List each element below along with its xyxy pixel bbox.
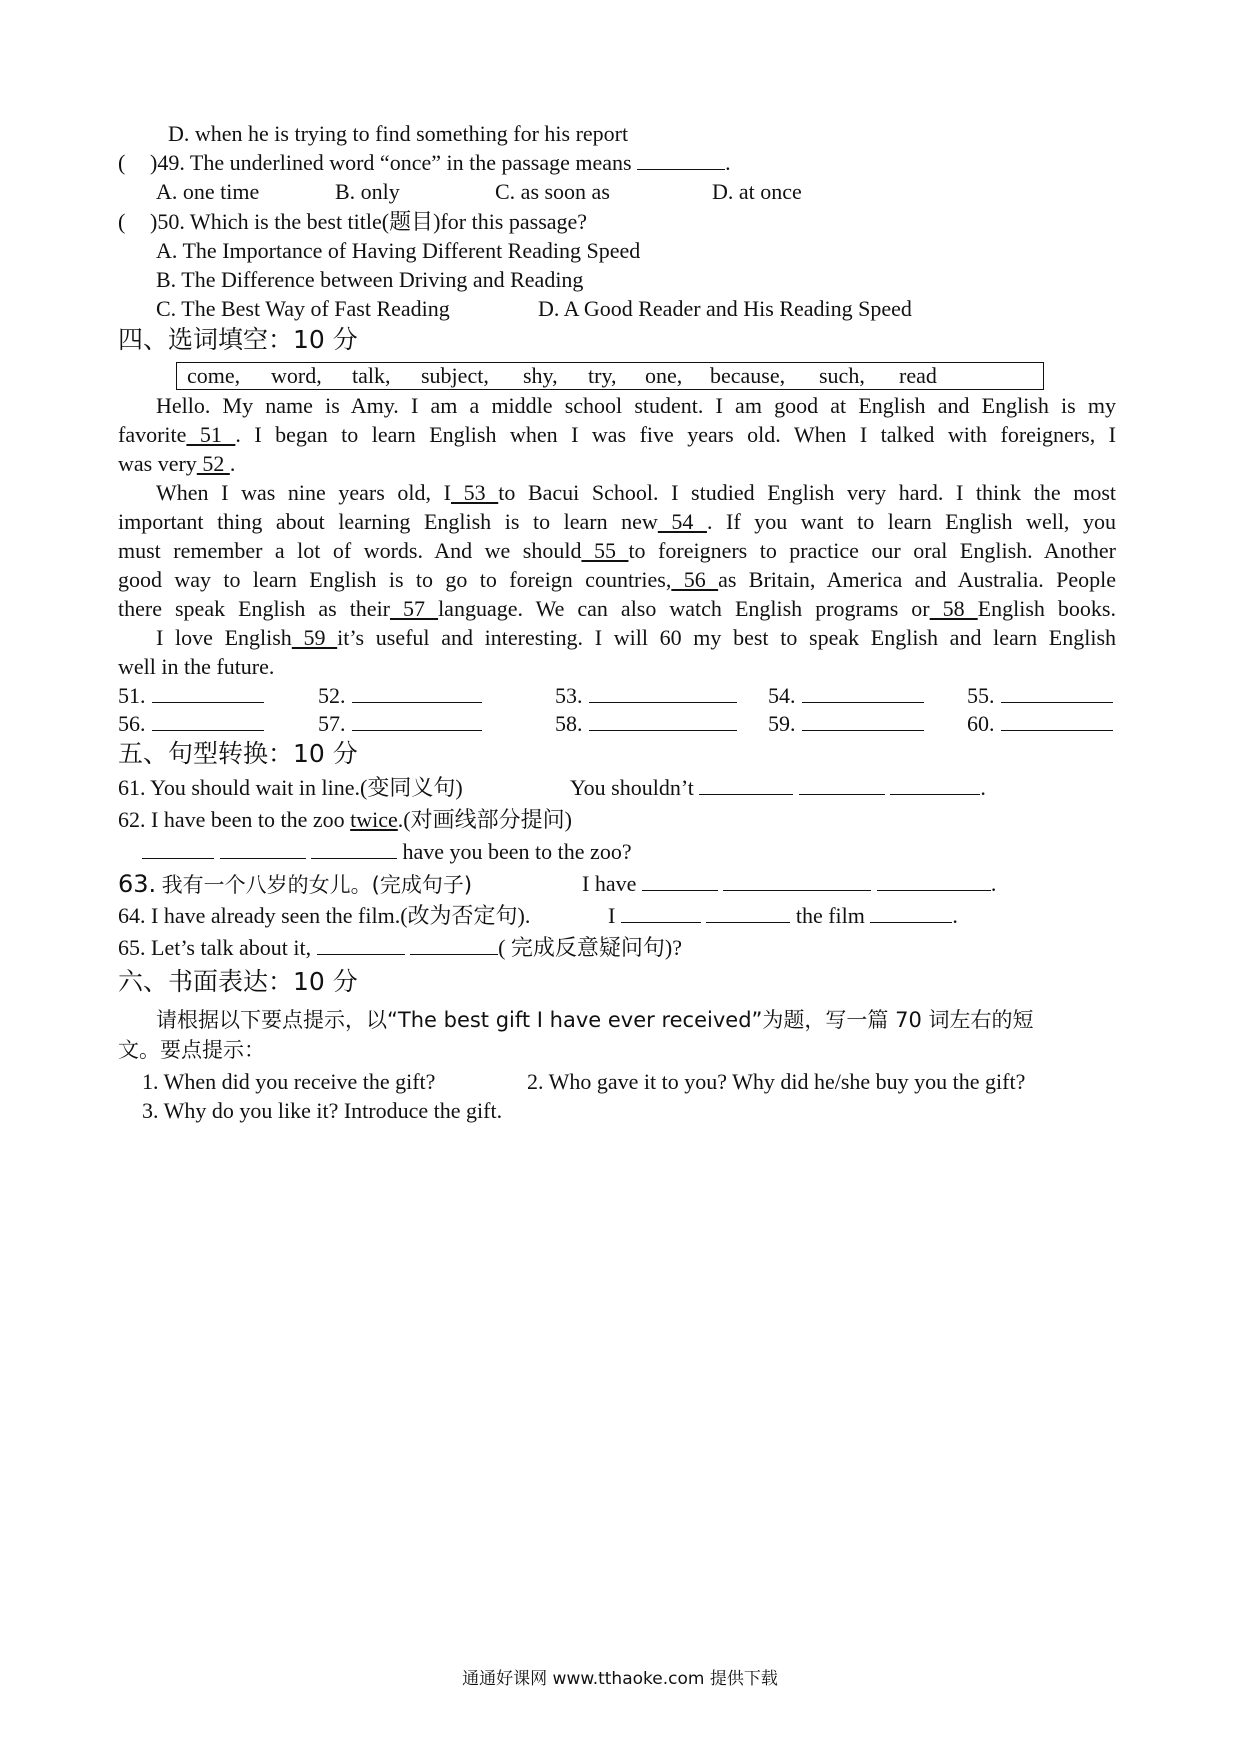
word-bank-item: come, (187, 363, 241, 388)
answer-55[interactable]: 55. (967, 682, 1113, 710)
answer-54[interactable]: 54. (768, 682, 924, 710)
answer-53[interactable]: 53. (555, 682, 737, 710)
q49-paren: ( (118, 150, 126, 175)
blank-57: 57 (390, 596, 439, 621)
q50-option-a: A. The Importance of Having Different Reading Speed (156, 238, 641, 263)
q61-answer[interactable]: You shouldn’t . (570, 775, 986, 800)
section4-heading: 四、选词填空：10 分 (118, 325, 358, 354)
passage-line: must remember a lot of words. And we should 55 to foreigners to practice our oral English. Another (118, 538, 1116, 563)
passage-line: favorite 51 . I began to learn English when I was five years old. When I talked with foreigners, I (118, 422, 1116, 447)
q64-answer[interactable]: I the film . (608, 903, 958, 928)
q63-stem: 63. 我有一个八岁的女儿。(完成句子) (118, 870, 473, 898)
blank-55: 55 (581, 538, 629, 563)
q62-answer[interactable]: have you been to the zoo? (142, 838, 632, 866)
word-bank-item: because, (710, 363, 786, 388)
passage-line: important thing about learning English is to learn new 54 . If you want to learn English well, you (118, 509, 1116, 534)
word-bank-item: shy, (523, 363, 558, 388)
passage-line: was very 52 . (118, 451, 236, 476)
answer-52[interactable]: 52. (318, 682, 482, 710)
passage-line: there speak English as their 57 language. We can also watch English programs or 58 English books. (118, 596, 1116, 621)
q63-answer[interactable]: I have . (582, 871, 997, 896)
passage-line: well in the future. (118, 654, 275, 679)
writing-instruction-cont: 文。要点提示： (118, 1038, 265, 1062)
writing-point-3: 3. Why do you like it? Introduce the gift. (142, 1098, 503, 1123)
q50-option-d: D. A Good Reader and His Reading Speed (538, 296, 912, 321)
q50-option-c: C. The Best Way of Fast Reading (156, 296, 450, 321)
q61-stem: 61. You should wait in line.(变同义句) (118, 775, 463, 800)
blank-53: 53 (450, 480, 499, 505)
blank-59: 59 (291, 625, 338, 650)
word-bank-item: talk, (352, 363, 391, 388)
q64-stem: 64. I have already seen the film.(改为否定句). (118, 903, 531, 928)
q65-stem: 65. Let’s talk about it, ( 完成反意疑问句)? (118, 935, 683, 960)
answer-60[interactable]: 60. (967, 710, 1113, 738)
blank-58: 58 (929, 596, 978, 621)
answer-56[interactable]: 56. (118, 710, 264, 738)
q62-stem: 62. I have been to the zoo twice.(对画线部分提问) (118, 807, 572, 832)
q62-underlined: twice (350, 807, 398, 832)
q48-option-d: D. when he is trying to find something for his report (168, 121, 629, 146)
passage-line: Hello. My name is Amy. I am a middle school student. I am good at English and English is my (156, 393, 1116, 418)
word-bank-item: word, (271, 363, 322, 388)
writing-point-1: 1. When did you receive the gift? (142, 1069, 436, 1094)
q50-paren: ( (118, 209, 126, 234)
q49-option-b: B. only (335, 179, 400, 204)
word-bank-item: one, (645, 363, 683, 388)
blank-54: 54 (657, 509, 707, 534)
q49-option-c: C. as soon as (495, 179, 610, 204)
writing-point-2: 2. Who gave it to you? Why did he/she buy you the gift? (527, 1069, 1026, 1094)
q49-stem: )49. The underlined word “once” in the passage means . (150, 150, 731, 175)
answer-57[interactable]: 57. (318, 710, 482, 738)
q50-option-b: B. The Difference between Driving and Reading (156, 267, 584, 292)
word-bank-item: read (899, 363, 937, 388)
blank-52: 52 (196, 451, 230, 476)
word-bank-box (176, 362, 1044, 390)
passage-line: When I was nine years old, I 53 to Bacui School. I studied English very hard. I think the most (156, 480, 1116, 505)
blank-56: 56 (671, 567, 719, 592)
section6-heading: 六、书面表达：10 分 (118, 967, 358, 996)
blank-51: 51 (186, 422, 236, 447)
word-bank-item: such, (819, 363, 865, 388)
passage-line: I love English 59 it’s useful and interesting. I will 60 my best to speak English and learn English (156, 625, 1117, 650)
word-bank-item: subject, (421, 363, 489, 388)
section5-heading: 五、句型转换：10 分 (118, 739, 358, 768)
word-bank-item: try, (588, 363, 617, 388)
q49-option-d: D. at once (712, 179, 802, 204)
answer-58[interactable]: 58. (555, 710, 737, 738)
writing-instruction: 请根据以下要点提示，以“The best gift I have ever received”为题，写一篇 70 词左右的短 (156, 1008, 1034, 1032)
answer-59[interactable]: 59. (768, 710, 924, 738)
passage-line: good way to learn English is to go to foreign countries, 56 as Britain, America and Australia. People (118, 567, 1117, 592)
q49-option-a: A. one time (156, 179, 260, 204)
answer-51[interactable]: 51. (118, 682, 264, 710)
q50-stem: )50. Which is the best title(题目)for this passage? (150, 209, 588, 234)
page-footer: 通通好课网 www.tthaoke.com 提供下载 (462, 1669, 778, 1689)
